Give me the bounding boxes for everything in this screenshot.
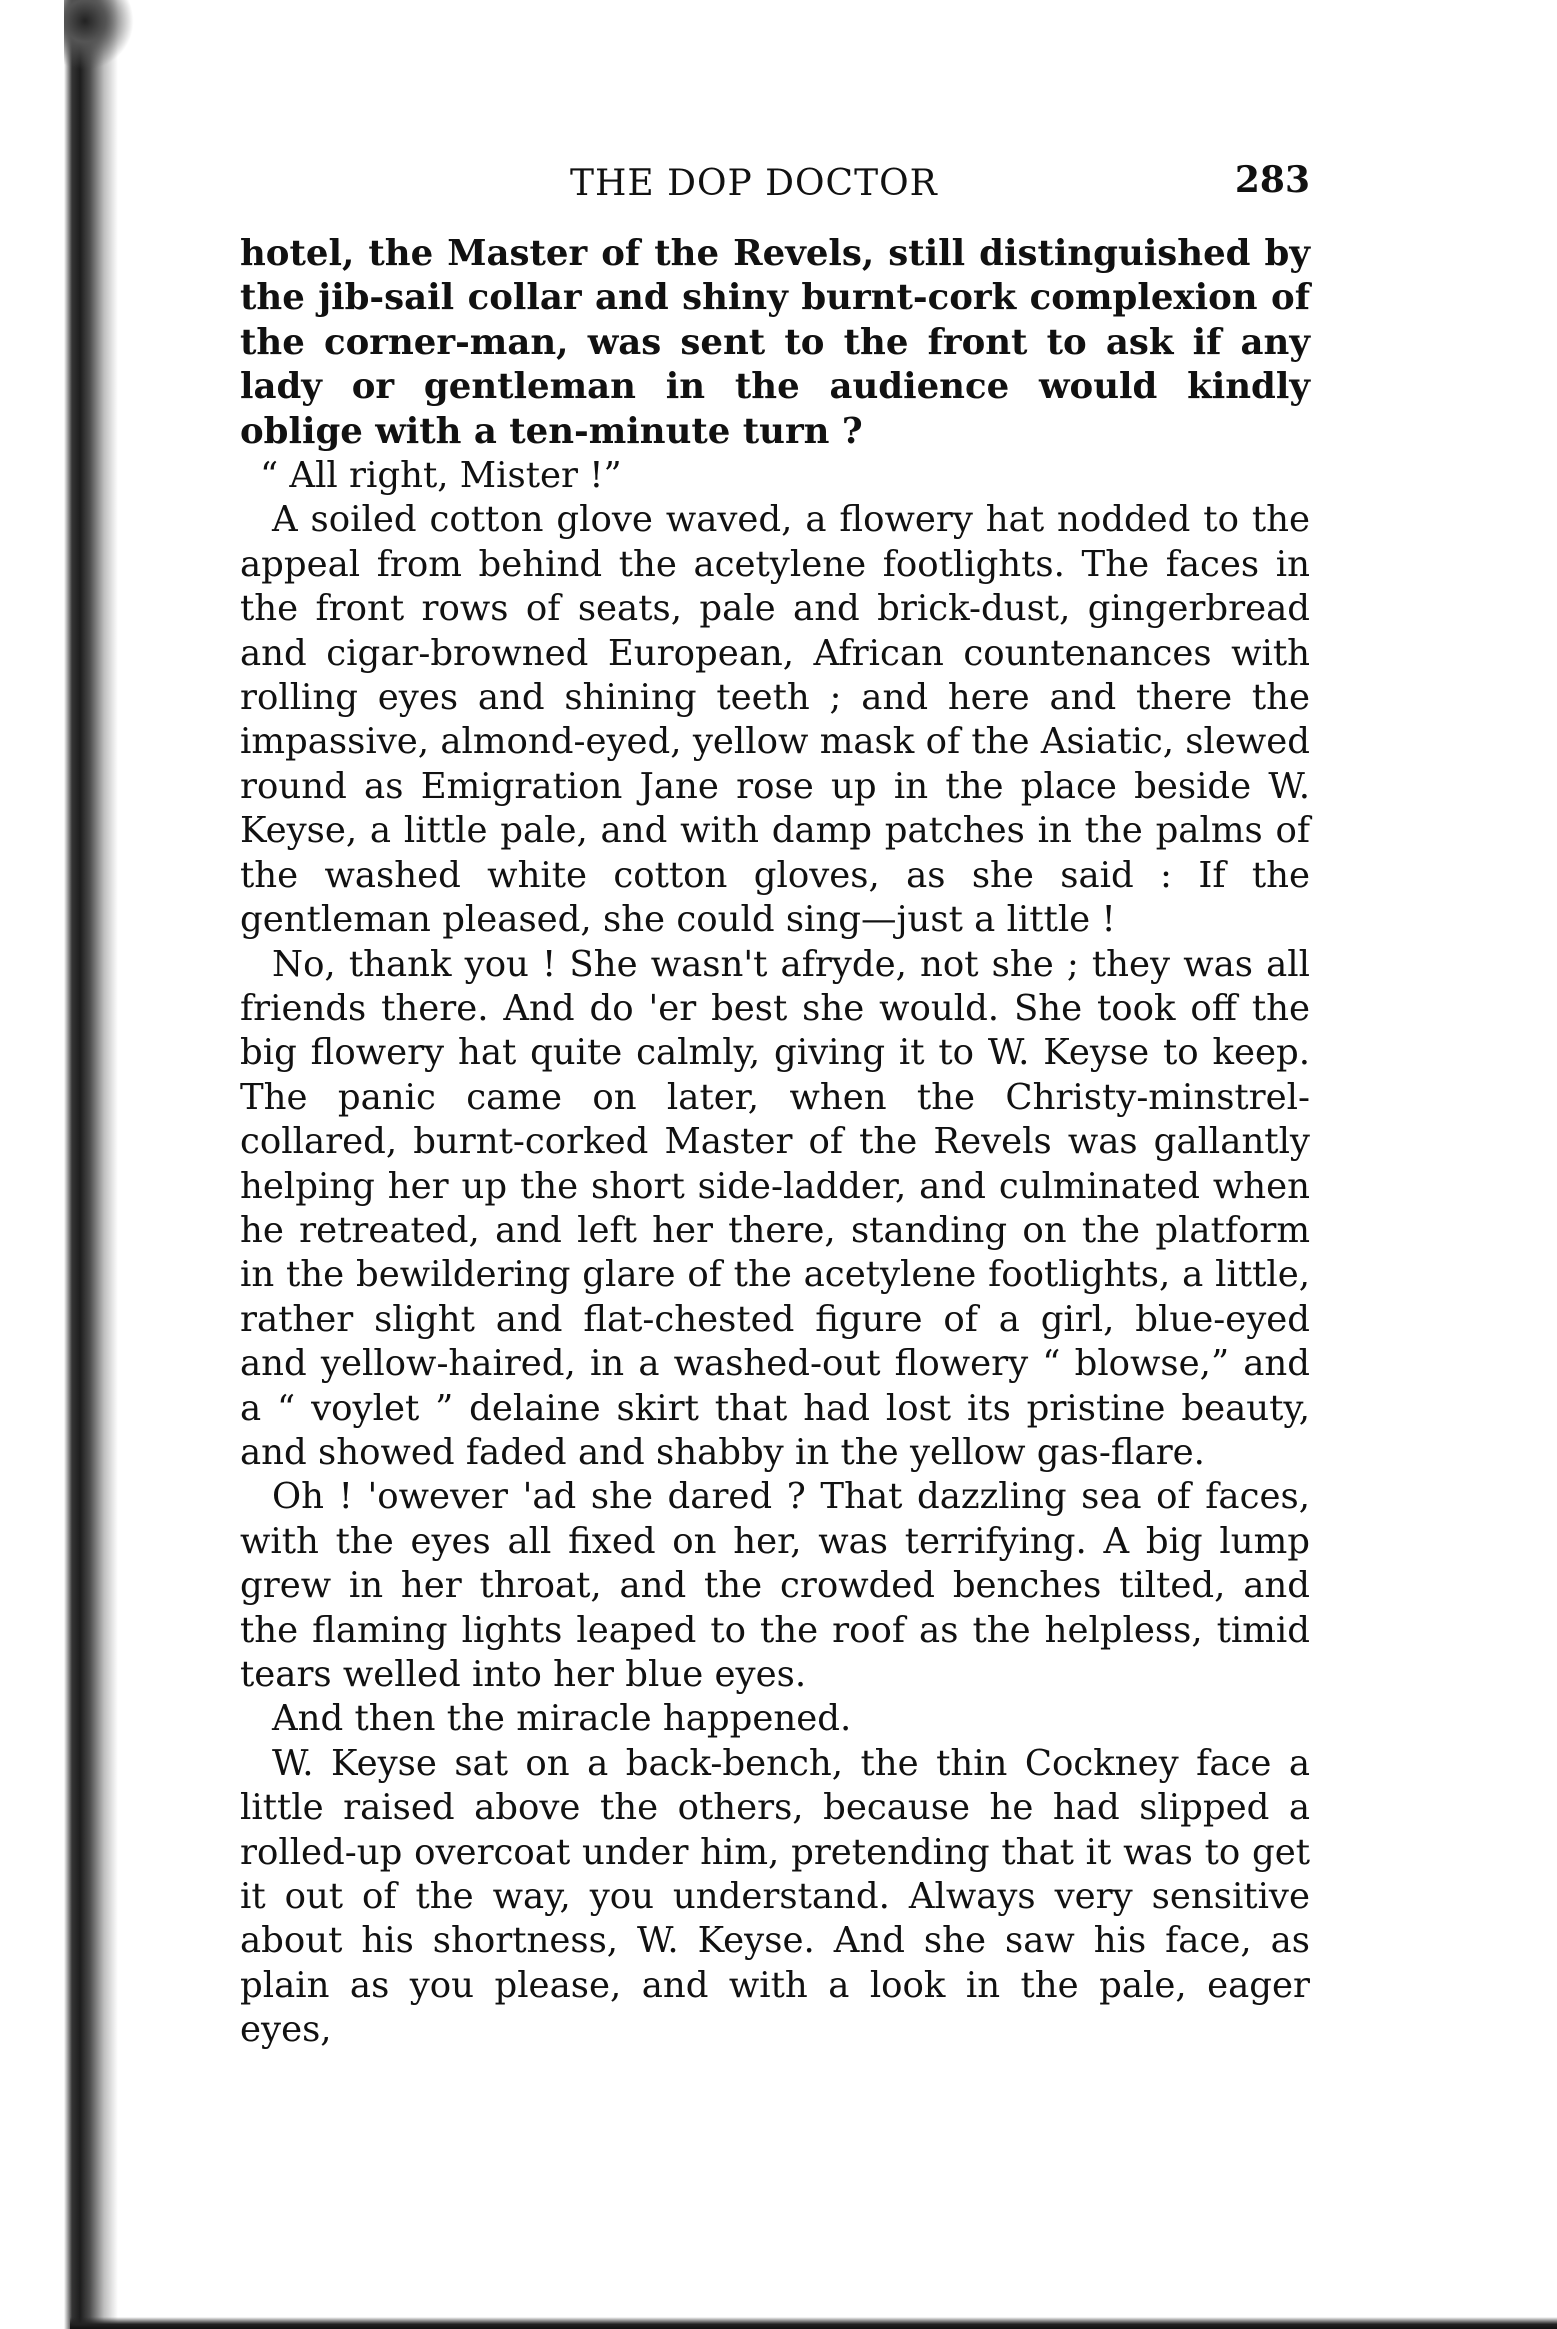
paragraph: Oh ! 'owever 'ad she dared ? That dazzling sea of faces, with the eyes all fixed on her, was terrifying. A big lump grew in her throat, and the crowded benches tilted, and the flaming lights leaped to the roof as the helpless, timid tears welled into her blue eyes. [240,1476,1310,1695]
page-bottom-edge [70,2317,1557,2329]
paragraph: No, thank you ! She wasn't afryde, not she ; they was all friends there. And do 'er best she would. She took off the big flowery hat quite calmly, giving it to W. Keyse to keep. The panic came on later, when the Christy-minstrel-collared, burnt-corked Master of the Revels was gallantly helping her up the short side-ladder, and culminated when he retreated, and left her there, standing on the platform in the bewildering glare of the acetylene footlights, a little, rather slight and flat-chested figure of a girl, blue-eyed and yellow-haired, in a washed-out flowery “ blowse,” and a “ voylet ” delaine skirt that had lost its pristine beauty, and showed faded and shabby in the yellow gas-flare. [240,943,1310,1473]
paragraph-dialogue: “ All right, Mister !” [260,455,622,497]
paragraph: And then the miracle happened. [272,1698,852,1740]
paragraph-continued: hotel, the Master of the Revels, still distinguished by the jib-sail collar and shiny burnt-cork complexion of the corner-man, was sent to the front to ask if any lady or gentleman in the audience would kindly oblige with a ten-minute turn ? [240,233,1310,452]
body-text [240,232,1310,2053]
paragraph: W. Keyse sat on a back-bench, the thin Cockney face a little raised above the others, because he had slipped a rolled-up overcoat under him, pretending that it was to get it out of the way, you understand. Always very sensitive about his shortness, W. Keyse. And she saw his face, as plain as you please, and with a look in the pale, eager eyes, [240,1742,1310,2051]
binding-edge [0,0,118,2329]
page-number: 283 [1234,159,1310,201]
page-header [240,159,1310,213]
binding-corner-shadow [64,0,134,70]
running-head: THE DOP DOCTOR [570,163,938,204]
paragraph: A soiled cotton glove waved, a flowery hat nodded to the appeal from behind the acetylene footlights. The faces in the front rows of seats, pale and brick-dust, gingerbread and cigar-browned European, African countenances with rolling eyes and shining teeth ; and here and there the impassive, almond-eyed, yellow mask of the Asiatic, slewed round as Emigration Jane rose up in the place beside W. Keyse, a little pale, and with damp patches in the palms of the washed white cotton gloves, as she said : If the gentleman pleased, she could sing—just a little ! [240,499,1310,941]
